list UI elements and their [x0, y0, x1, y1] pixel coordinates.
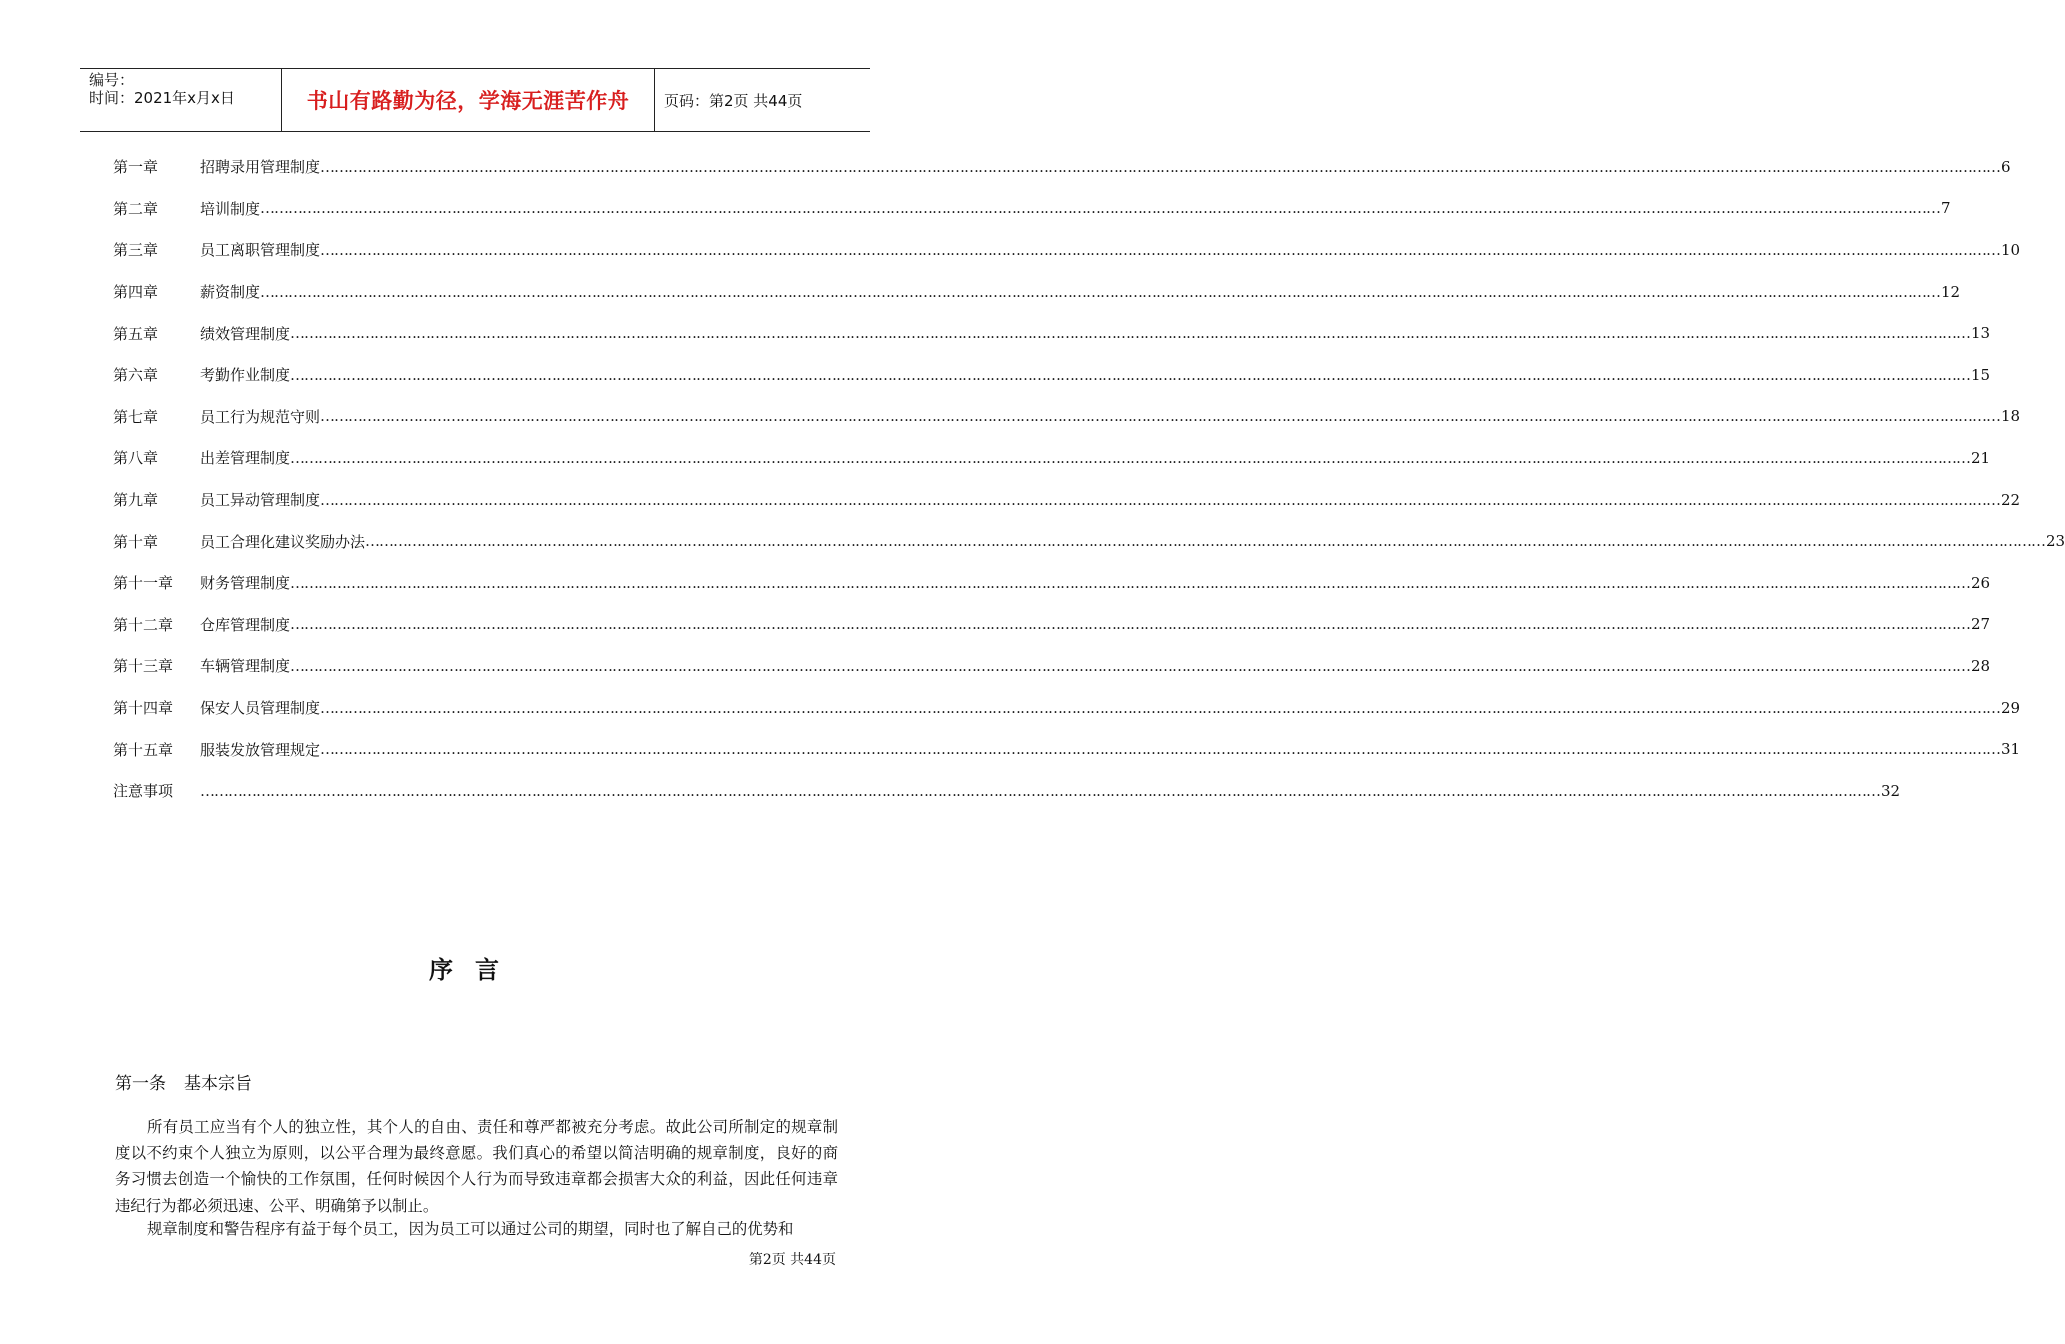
toc-chapter: 第二章 — [113, 199, 159, 218]
toc-entry — [113, 770, 1901, 812]
toc-page-number: 22 — [2001, 490, 2021, 509]
document-time-label: 时间：2021年x月x日 — [89, 89, 235, 107]
toc-leader-dots: ……………………………………………………………………………………………………………………………………………………………………………………………………………………………………………………………………………………………………………………………… — [260, 199, 1941, 218]
toc-chapter: 第十一章 — [113, 574, 174, 593]
toc-title: 仓库管理制度 — [200, 615, 291, 634]
toc-entry — [113, 229, 2021, 271]
toc-page-number: 29 — [2001, 698, 2021, 717]
toc-page-number: 7 — [1941, 199, 1951, 218]
toc-title: 培训制度 — [200, 199, 261, 218]
toc-title: 考勤作业制度 — [200, 366, 291, 385]
toc-chapter: 第七章 — [113, 407, 159, 426]
toc-page-number: 13 — [1971, 324, 1991, 343]
toc-chapter: 第六章 — [113, 366, 159, 385]
toc-leader-dots: ……………………………………………………………………………………………………………………………………………………………………………………………………………………………………………………………………………………………………………………………… — [290, 615, 1971, 634]
toc-title: 车辆管理制度 — [200, 657, 291, 676]
toc-page-number: 31 — [2001, 740, 2021, 759]
header-motto-cell — [281, 69, 655, 131]
toc-entry — [113, 354, 1991, 396]
toc-page-number: 26 — [1971, 573, 1991, 592]
toc-leader-dots: ……………………………………………………………………………………………………………………………………………………………………………………………………………………………………………………………………………………………………………………………… — [320, 407, 2001, 426]
toc-entry — [113, 604, 1991, 646]
toc-leader-dots: ……………………………………………………………………………………………………………………………………………………………………………………………………………………………………………………………………………………………………………………………… — [365, 532, 2046, 551]
header-page-cell — [655, 69, 870, 131]
toc-leader-dots: ……………………………………………………………………………………………………………………………………………………………………………………………………………………………………………………………………………………………………………………………… — [200, 781, 1880, 800]
toc-leader-dots: ……………………………………………………………………………………………………………………………………………………………………………………………………………………………………………………………………………………………………………………………… — [290, 365, 1971, 384]
toc-entry — [113, 437, 1991, 479]
article-number: 第一条 — [115, 1074, 166, 1094]
toc-leader-dots: ……………………………………………………………………………………………………………………………………………………………………………………………………………………………………………………………………………………………………………………………… — [320, 157, 2001, 176]
table-of-contents — [113, 146, 2065, 812]
toc-entry — [113, 312, 1991, 354]
article-title: 基本宗旨 — [184, 1074, 252, 1094]
toc-title: 员工离职管理制度 — [200, 241, 321, 260]
toc-chapter: 第五章 — [113, 324, 159, 343]
toc-chapter: 第四章 — [113, 283, 159, 302]
preface-paragraph: 所有员工应当有个人的独立性，其个人的自由、责任和尊严都被充分考虑。故此公司所制定的规章制度以不约束个人独立为原则，以公平合理为最终意愿。我们真心的希望以简洁明确的规章制度，良好的商务习惯去创造一个愉快的工作氛围，任何时候因个人行为而导致违章都会损害大众的利益，因此任何违章违纪行为都必须迅速、公平、明确第予以制止。 — [115, 1118, 838, 1215]
toc-leader-dots: ……………………………………………………………………………………………………………………………………………………………………………………………………………………………………………………………………………………………………………………………… — [320, 240, 2001, 259]
toc-chapter: 第十四章 — [113, 699, 174, 718]
toc-chapter: 第十章 — [113, 532, 159, 551]
toc-chapter: 第九章 — [113, 491, 159, 510]
page-header — [80, 68, 870, 132]
toc-page-number: 21 — [1971, 448, 1991, 467]
toc-chapter: 第八章 — [113, 449, 159, 468]
toc-leader-dots: ……………………………………………………………………………………………………………………………………………………………………………………………………………………………………………………………………………………………………………………………… — [290, 448, 1971, 467]
preface-title: 序言 — [429, 956, 521, 984]
toc-page-number: 6 — [2001, 157, 2011, 176]
toc-entry — [113, 687, 2021, 729]
toc-page-number: 10 — [2001, 240, 2021, 259]
toc-title: 薪资制度 — [200, 283, 261, 302]
toc-title: 员工异动管理制度 — [200, 491, 321, 510]
toc-title: 出差管理制度 — [200, 449, 291, 468]
toc-leader-dots: ……………………………………………………………………………………………………………………………………………………………………………………………………………………………………………………………………………………………………………………………… — [320, 698, 2001, 717]
toc-entry — [113, 188, 1951, 230]
preface-paragraph: 规章制度和警告程序有益于每个员工，因为员工可以通过公司的期望，同时也了解自己的优势和 — [147, 1220, 794, 1238]
toc-entry — [113, 728, 2021, 770]
page-footer: 第2页 共44页 — [748, 1252, 836, 1268]
toc-entry — [113, 396, 2021, 438]
toc-leader-dots: ……………………………………………………………………………………………………………………………………………………………………………………………………………………………………………………………………………………………………………………………… — [290, 573, 1971, 592]
header-meta — [80, 69, 281, 131]
toc-leader-dots: ……………………………………………………………………………………………………………………………………………………………………………………………………………………………………………………………………………………………………………………………… — [320, 740, 2001, 759]
header-motto: 书山有路勤为径，学海无涯苦作舟 — [306, 89, 630, 113]
toc-title: 招聘录用管理制度 — [200, 158, 321, 177]
toc-leader-dots: ……………………………………………………………………………………………………………………………………………………………………………………………………………………………………………………………………………………………………………………………… — [290, 324, 1971, 343]
toc-title: 财务管理制度 — [200, 574, 291, 593]
toc-chapter: 第十五章 — [113, 740, 174, 759]
toc-chapter: 第一章 — [113, 158, 159, 177]
toc-entry — [113, 562, 1991, 604]
toc-page-number: 23 — [2046, 532, 2065, 551]
document-number-label: 编号： — [89, 71, 135, 89]
toc-title: 绩效管理制度 — [200, 324, 291, 343]
toc-page-number: 12 — [1941, 282, 1961, 301]
toc-chapter: 注意事项 — [113, 782, 174, 801]
toc-entry — [113, 479, 2021, 521]
toc-page-number: 32 — [1881, 781, 1901, 800]
toc-title: 保安人员管理制度 — [200, 699, 321, 718]
toc-entry — [113, 146, 2011, 188]
toc-chapter: 第三章 — [113, 241, 159, 260]
toc-title: 员工合理化建议奖励办法 — [200, 532, 366, 551]
toc-leader-dots: ……………………………………………………………………………………………………………………………………………………………………………………………………………………………………………………………………………………………………………………………… — [320, 490, 2001, 509]
toc-title: 员工行为规范守则 — [200, 407, 321, 426]
toc-chapter: 第十二章 — [113, 615, 174, 634]
header-page-label: 页码：第2页 共44页 — [664, 91, 803, 110]
toc-entry — [113, 520, 2065, 562]
toc-leader-dots: ……………………………………………………………………………………………………………………………………………………………………………………………………………………………………………………………………………………………………………………………… — [290, 656, 1971, 675]
toc-page-number: 18 — [2001, 407, 2021, 426]
toc-leader-dots: ……………………………………………………………………………………………………………………………………………………………………………………………………………………………………………………………………………………………………………………………… — [260, 282, 1941, 301]
toc-entry — [113, 645, 1991, 687]
toc-title: 服装发放管理规定 — [200, 740, 321, 759]
article-heading — [115, 1069, 252, 1094]
toc-entry — [113, 271, 1961, 313]
toc-page-number: 28 — [1971, 656, 1991, 675]
toc-page-number: 27 — [1971, 615, 1991, 634]
toc-chapter: 第十三章 — [113, 657, 174, 676]
toc-page-number: 15 — [1971, 365, 1991, 384]
